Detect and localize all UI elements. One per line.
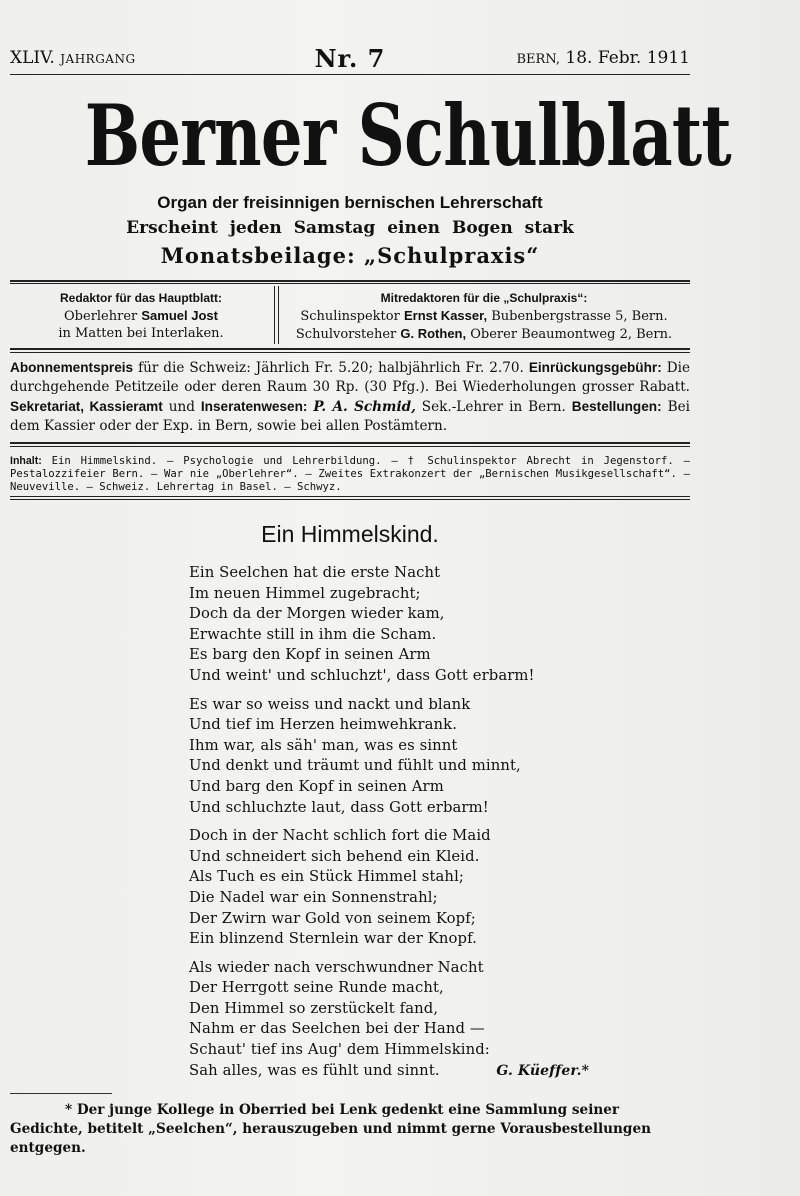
- co-editor-2-role: Schulvorsteher: [295, 327, 397, 342]
- ad-fee-label: Einrückungsgebühr:: [528, 360, 662, 375]
- editors-box: [10, 290, 690, 342]
- chief-editor-role: Oberlehrer: [64, 309, 138, 324]
- chief-editor-name-line: [10, 307, 272, 325]
- poem-line: Der Zwirn war Gold von seinem Kopf;: [189, 909, 476, 927]
- footnote: [10, 1101, 690, 1158]
- poem-line: Und schluchzte laut, dass Gott erbarm!: [189, 798, 489, 816]
- co-editor-2: [278, 325, 690, 343]
- chief-editor-name: Samuel Jost: [141, 308, 218, 323]
- co-editor-1-role: Schulinspektor: [300, 309, 400, 324]
- poem-line: Und weint' und schluchzt', dass Gott erbarm!: [189, 666, 535, 684]
- header-rule: [10, 74, 690, 75]
- poem-author: G. Küeffer.*: [496, 1062, 589, 1079]
- editors-top-rule-2: [10, 283, 690, 284]
- subtitle-supplement: Monatsbeilage: „Schulpraxis“: [160, 243, 540, 268]
- poem-stanza-3: [189, 826, 589, 950]
- co-editors: [278, 290, 690, 343]
- co-editor-1: [278, 307, 690, 325]
- subtitle-schedule: Erscheint jeden Samstag einen Bogen stark: [126, 218, 574, 238]
- poem-title: Ein Himmelskind.: [261, 521, 439, 547]
- poem-line: Es war so weiss und nackt und blank: [189, 695, 471, 713]
- footnote-text: [10, 1101, 690, 1158]
- volume-number: XLIV.: [10, 48, 55, 68]
- co-editor-2-name: G. Rothen,: [400, 326, 467, 341]
- contents-top-rule-2: [10, 446, 690, 447]
- poem-line: Als Tuch es ein Stück Himmel stahl;: [189, 868, 464, 886]
- poem-line: Schaut' tief ins Aug' dem Himmelskind:: [189, 1041, 490, 1059]
- contents-text: Ein Himmelskind. — Psychologie und Lehrerbildung. — † Schulinspektor Abrecht in Jegenstorf. — Pestalozzifeier Bern. — War nie „Oberlehrer“. — Zweites Extrakonzert der „Bernischen Musikgesellschaft“. — Neuveville. — Schweiz. Lehrertag in Basel. — Schwyz.: [10, 455, 690, 493]
- poem-line: Doch in der Nacht schlich fort die Maid: [189, 827, 491, 845]
- secretariat-name: P. A. Schmid,: [313, 399, 416, 415]
- ad-fee-text: Die durchgehende Petitzeile oder deren Raum 30 Rp. (30 Pfg.). Bei Wiederholungen grosser Rabatt.: [10, 360, 690, 395]
- poem-line: Als wieder nach verschwundner Nacht: [189, 958, 484, 976]
- poem-line: Sah alles, was es fühlt und sinnt.: [189, 1061, 440, 1079]
- masthead: [10, 86, 731, 186]
- footnote-content: * Der junge Kollege in Oberried bei Lenk gedenkt eine Sammlung seiner Gedichte, betitelt „Seelchen“, herauszugeben und nimmt gerne Vorausbestellungen entgegen.: [10, 1102, 651, 1156]
- table-of-contents: [10, 455, 690, 494]
- poem-stanza-4: [189, 958, 589, 1082]
- subscription-price-text: für die Schweiz: Jährlich Fr. 5.20; halbjährlich Fr. 2.70.: [138, 360, 524, 376]
- subscription-top-rule-2: [10, 352, 690, 353]
- contents-bottom-rule: [10, 496, 690, 497]
- chief-editor-title: Redaktor für das Hauptblatt:: [59, 291, 222, 305]
- poem-line: Und schneidert sich behend ein Kleid.: [189, 847, 480, 865]
- issue-header: [10, 44, 690, 73]
- poem-line: Es barg den Kopf in seinen Arm: [189, 646, 431, 664]
- poem-line: Ein Seelchen hat die erste Nacht: [189, 564, 441, 581]
- masthead-title: Berner Schulblatt: [84, 86, 731, 185]
- chief-editor: [10, 290, 272, 342]
- poem-line: Erwachte still in ihm die Scham.: [189, 625, 437, 643]
- poem-line: Der Herrgott seine Runde macht,: [189, 979, 444, 997]
- poem-line: Ihm war, als säh' man, was es sinnt: [189, 736, 458, 754]
- poem-body: [189, 563, 589, 1089]
- editors-top-rule: [10, 280, 690, 282]
- secretariat-role: Sek.-Lehrer in Bern.: [421, 399, 566, 415]
- poem-line: Und denkt und träumt und fühlt und minnt,: [189, 757, 521, 775]
- poem-line: Nahm er das Seelchen bei der Hand —: [189, 1020, 485, 1038]
- co-editor-1-address: Bubenbergstrasse 5, Bern.: [491, 309, 668, 324]
- subscription-top-rule: [10, 348, 690, 350]
- contents-bottom-rule-2: [10, 499, 690, 500]
- co-editors-title: Mitredaktoren für die „Schulpraxis“:: [380, 291, 588, 305]
- co-editor-2-address: Oberer Beaumontweg 2, Bern.: [470, 327, 673, 342]
- advertising-label: Inseratenwesen:: [200, 399, 308, 414]
- contents-top-rule: [10, 442, 690, 444]
- orders-text: Bei dem Kassier oder der Exp. in Bern, sowie bei allen Postämtern.: [10, 399, 690, 434]
- footnote-rule: [10, 1093, 112, 1094]
- poem-stanza-2: [189, 695, 589, 819]
- issue-date: [517, 48, 691, 68]
- chief-editor-location: in Matten bei Interlaken.: [58, 326, 224, 341]
- contents-label: Inhalt:: [10, 455, 42, 467]
- subscription-price-label: Abonnementspreis: [10, 360, 134, 375]
- poem-line: Die Nadel war ein Sonnenstrahl;: [189, 888, 438, 906]
- co-editor-1-name: Ernst Kasser,: [403, 308, 488, 323]
- poem-line: Doch da der Morgen wieder kam,: [189, 605, 445, 623]
- issue-number: Nr. 7: [314, 44, 386, 73]
- subscription-info: [10, 358, 690, 436]
- issue-place: BERN,: [516, 52, 561, 67]
- secretariat-label: Sekretariat, Kassieramt: [10, 399, 163, 414]
- poem-line: Den Himmel so zerstückelt fand,: [189, 999, 439, 1017]
- poem-line: Und barg den Kopf in seinen Arm: [189, 777, 444, 795]
- poem-line: Und tief im Herzen heimwehkrank.: [189, 716, 458, 734]
- poem-stanza-1: [189, 563, 589, 687]
- secretariat-and: und: [168, 399, 195, 415]
- volume-word: JAHRGANG: [60, 52, 136, 66]
- subtitle-organ: Organ der freisinnigen bernischen Lehrerschaft: [157, 193, 543, 212]
- orders-label: Bestellungen:: [571, 399, 662, 414]
- issue-date-value: 18. Febr. 1911: [565, 48, 690, 68]
- poem-line: Im neuen Himmel zugebracht;: [189, 584, 421, 602]
- poem-line: Ein blinzend Sternlein war der Knopf.: [189, 930, 477, 948]
